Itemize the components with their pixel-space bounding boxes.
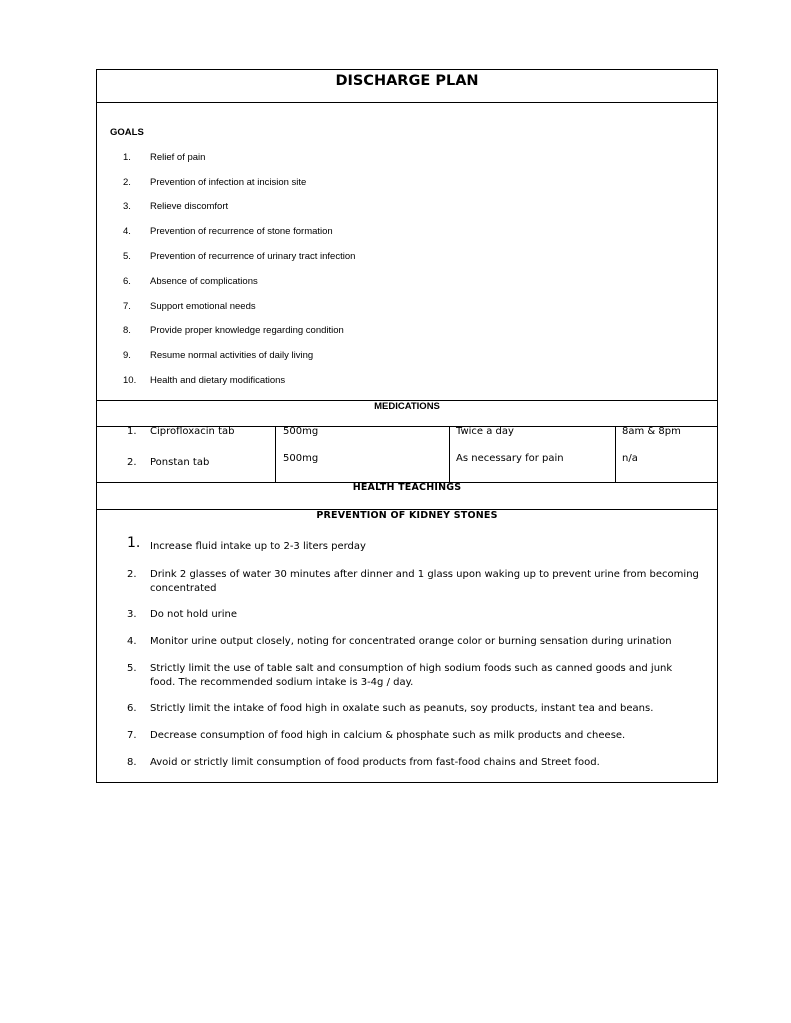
goal-text: Support emotional needs <box>150 301 256 312</box>
goal-text: Provide proper knowledge regarding condition <box>150 325 344 336</box>
teaching-text: Avoid or strictly limit consumption of food products from fast-food chains and Street food. <box>150 757 600 768</box>
teaching-text: Monitor urine output closely, noting for concentrated orange color or burning sensation during urination <box>150 636 672 647</box>
goal-text: Prevention of recurrence of urinary tract infection <box>150 251 356 262</box>
medication-row <box>97 452 717 468</box>
goal-number: 1. <box>123 152 131 163</box>
medication-time: n/a <box>622 453 638 464</box>
divider <box>97 102 717 103</box>
medication-row <box>97 425 717 441</box>
goal-text: Health and dietary modifications <box>150 375 286 386</box>
medication-dose: 500mg <box>283 453 319 464</box>
goal-number: 5. <box>123 251 131 262</box>
goal-text: Prevention of recurrence of stone formation <box>150 226 333 237</box>
medication-dose: 500mg <box>283 426 319 437</box>
goal-number: 4. <box>123 226 131 237</box>
teaching-number: 4. <box>127 636 137 647</box>
prevention-subheading: PREVENTION OF KIDNEY STONES <box>316 510 498 521</box>
teaching-text: Do not hold urine <box>150 609 238 620</box>
goal-number: 8. <box>123 325 131 336</box>
teaching-text: Drink 2 glasses of water 30 minutes after dinner and 1 glass upon waking up to prevent urine from becoming concentrated <box>150 569 699 594</box>
medication-number: 2. <box>127 457 137 468</box>
teaching-number: 1. <box>127 535 141 551</box>
teaching-text: Strictly limit the intake of food high in oxalate such as peanuts, soy products, instant tea and beans. <box>150 703 654 714</box>
goal-number: 10. <box>123 375 137 386</box>
goal-text: Relieve discomfort <box>150 201 229 212</box>
teaching-number: 2. <box>127 569 137 580</box>
medication-name: Ciprofloxacin tab <box>150 426 235 437</box>
goals-heading: GOALS <box>110 127 144 138</box>
goal-number: 7. <box>123 301 131 312</box>
goal-text: Resume normal activities of daily living <box>150 350 314 361</box>
goal-text: Absence of complications <box>150 276 258 287</box>
medication-frequency: Twice a day <box>456 426 514 437</box>
teaching-text: Strictly limit the use of table salt and consumption of high sodium foods such as canned goods and junk food. The recommended sodium intake is 3-4g / day. <box>150 663 673 688</box>
goal-number: 2. <box>123 177 131 188</box>
goal-text: Prevention of infection at incision site <box>150 177 307 188</box>
goal-number: 6. <box>123 276 131 287</box>
medication-name: Ponstan tab <box>150 457 210 468</box>
teaching-number: 5. <box>127 663 137 674</box>
teaching-text: Increase fluid intake up to 2-3 liters perday <box>150 541 366 552</box>
teaching-number: 7. <box>127 730 137 741</box>
teaching-text: Decrease consumption of food high in calcium & phosphate such as milk products and cheese. <box>150 730 626 741</box>
goal-text: Relief of pain <box>150 152 206 163</box>
medication-time: 8am & 8pm <box>622 426 681 437</box>
medication-frequency: As necessary for pain <box>456 453 564 464</box>
teaching-number: 6. <box>127 703 137 714</box>
discharge-plan-table <box>96 69 718 783</box>
teaching-number: 3. <box>127 609 137 620</box>
goal-number: 3. <box>123 201 131 212</box>
health-teachings-heading: HEALTH TEACHINGS <box>352 482 462 493</box>
medication-number: 1. <box>127 426 137 437</box>
document-title: DISCHARGE PLAN <box>335 73 479 89</box>
goal-number: 9. <box>123 350 131 361</box>
medications-heading: MEDICATIONS <box>374 401 440 412</box>
teaching-number: 8. <box>127 757 137 768</box>
